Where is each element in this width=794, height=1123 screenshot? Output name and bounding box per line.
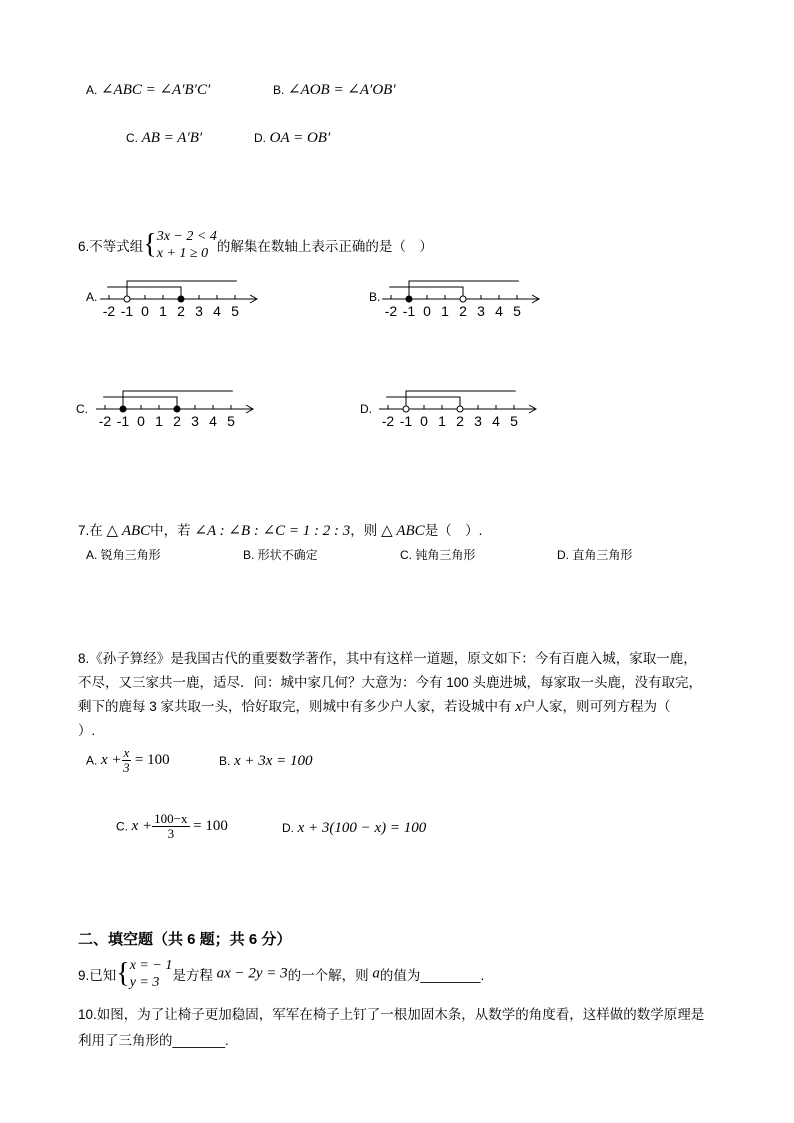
tick-label: 4 — [495, 303, 503, 319]
q7-stem-then: ，则 — [350, 523, 378, 538]
open-endpoint — [403, 406, 409, 412]
tick-label: -2 — [384, 303, 398, 319]
tick-label: 3 — [191, 413, 199, 429]
q7-stem-mid: 中，若 — [150, 523, 191, 538]
open-endpoint — [460, 296, 466, 302]
tick-label: 5 — [227, 413, 235, 429]
tick-label: 2 — [456, 413, 464, 429]
option-expression: ∠AOB = ∠A′OB′ — [287, 82, 396, 98]
tick-label: -1 — [120, 303, 134, 319]
tick-label: 5 — [513, 303, 521, 319]
q8-line-3-pre: 剩下的鹿每 3 家共取一头，恰好取完，则城中有多少户人家，若设城中有 — [78, 699, 512, 714]
q8-line-3-post: 户人家，则可列方程为（ — [521, 699, 671, 714]
tick-label: 4 — [492, 413, 500, 429]
q7-stem-end: 是（ ）. — [424, 523, 483, 538]
equation: ax − 2y = 3 — [216, 965, 288, 982]
tick-label: -1 — [116, 413, 130, 429]
denominator: 3 — [167, 826, 175, 841]
triangle-abc: △ ABC — [106, 523, 151, 539]
system-brace: { — [116, 958, 130, 989]
tick-label: 4 — [209, 413, 217, 429]
variable-a: a — [372, 965, 380, 982]
tick-label: 0 — [137, 413, 145, 429]
tick-label: 0 — [141, 303, 149, 319]
solution-ray-left — [386, 397, 460, 409]
closed-endpoint — [406, 296, 412, 302]
option-label: D. — [282, 821, 294, 835]
tick-label: 2 — [173, 413, 181, 429]
option-expression: x + 3(100 − x) = 100 — [297, 820, 427, 836]
open-endpoint — [457, 406, 463, 412]
tick-label: 3 — [474, 413, 482, 429]
tick-label: -2 — [381, 413, 395, 429]
q9-mid2: 的一个解，则 — [287, 968, 369, 983]
solution-ray-left — [389, 287, 463, 299]
inequality-line-2: x + 1 ≥ 0 — [156, 246, 209, 261]
q6-option-label: B. — [369, 290, 381, 304]
tick-label: 2 — [459, 303, 467, 319]
tick-label: 5 — [510, 413, 518, 429]
q5-option-a — [86, 80, 210, 99]
arrow-icon — [529, 405, 536, 413]
option-expression: AB = A′B′ — [141, 130, 203, 146]
q8-line-4: ）. — [78, 723, 96, 738]
solution-ray-right — [123, 391, 233, 409]
q5-option-b — [273, 80, 396, 99]
option-label: A. — [86, 753, 98, 768]
option-label: B. — [219, 754, 231, 768]
solution-ray-right — [127, 281, 237, 299]
q9-mid: 是方程 — [172, 968, 213, 983]
q8-option-b — [219, 753, 313, 770]
section-title: 二、填空题（共 6 题；共 6 分） — [78, 931, 292, 948]
q8-option-d — [282, 820, 426, 837]
option-label: B. — [273, 83, 285, 97]
q7-option-b: B. 形状不确定 — [243, 548, 318, 562]
tick-label: 3 — [195, 303, 203, 319]
tick-label: 3 — [477, 303, 485, 319]
tick-label: -2 — [98, 413, 112, 429]
number-line — [100, 277, 280, 327]
q9-suffix: 的值为________. — [379, 968, 485, 983]
q8-line-2: 不尽，又三家共一鹿，适尽．问：城中家几何？大意为：今有 100 头鹿进城，每家取一头鹿，没有取完， — [78, 675, 703, 690]
variable-x: x — [515, 699, 522, 715]
tick-label: -2 — [102, 303, 116, 319]
q8-line-1: 8.《孙子算经》是我国古代的重要数学著作，其中有这样一道题，原文如下：今有百鹿入城，家取一鹿， — [78, 651, 697, 666]
q8-line-3 — [78, 695, 670, 716]
q6-prefix: 6.不等式组 — [78, 239, 144, 254]
q8-option-a — [86, 746, 170, 775]
numerator: x — [123, 745, 130, 760]
solution-ray-right — [406, 391, 516, 409]
numerator: 100−x — [154, 811, 188, 826]
expr-suffix: = 100 — [193, 818, 228, 834]
q10-line-2: 利用了三角形的_______. — [78, 1033, 229, 1048]
option-label: C. — [126, 131, 138, 145]
tick-label: 1 — [159, 303, 167, 319]
tick-label: 5 — [231, 303, 239, 319]
option-label: A. — [86, 83, 98, 97]
expr-suffix: = 100 — [134, 752, 170, 768]
q6-option-label: D. — [360, 402, 372, 416]
option-label: C. — [116, 819, 128, 834]
q6-suffix: 的解集在数轴上表示正确的是（ ） — [216, 239, 433, 254]
open-endpoint — [124, 296, 130, 302]
q6-stem — [78, 228, 433, 262]
solution-system — [130, 957, 173, 991]
number-line — [379, 387, 559, 437]
expr-prefix: x + — [131, 818, 153, 834]
fraction — [122, 746, 132, 775]
q5-option-c — [126, 130, 202, 147]
q7-stem — [78, 519, 482, 540]
q6-option-label: C. — [76, 402, 88, 416]
solution-ray-left — [107, 287, 181, 299]
option-expression: OA = OB′ — [269, 130, 331, 146]
inequality-system — [157, 228, 217, 262]
solution-line-1: x = − 1 — [129, 958, 173, 973]
solution-line-2: y = 3 — [129, 975, 160, 990]
q7-stem-pre: 7.在 — [78, 523, 103, 538]
arrow-icon — [246, 405, 253, 413]
arrow-icon — [532, 295, 539, 303]
option-expression: ∠ABC = ∠A′B′C′ — [100, 82, 211, 98]
q8-option-c — [116, 812, 228, 841]
closed-endpoint — [174, 406, 180, 412]
tick-label: 4 — [213, 303, 221, 319]
number-line — [96, 387, 276, 437]
arrow-icon — [250, 295, 257, 303]
triangle-abc: △ ABC — [381, 523, 425, 539]
q6-option-label: A. — [86, 290, 98, 304]
tick-label: 0 — [420, 413, 428, 429]
tick-label: 0 — [423, 303, 431, 319]
system-brace: { — [143, 229, 157, 260]
option-label: D. — [254, 131, 266, 145]
q7-option-c: C. 钝角三角形 — [400, 548, 476, 562]
q9-stem — [78, 957, 484, 991]
q5-option-d — [254, 130, 330, 147]
q7-option-d: D. 直角三角形 — [557, 548, 633, 562]
solution-ray-right — [409, 281, 519, 299]
q7-option-a: A. 锐角三角形 — [86, 548, 161, 562]
fraction — [152, 812, 189, 841]
inequality-line-1: 3x − 2 < 4 — [156, 229, 217, 244]
denominator: 3 — [123, 760, 130, 775]
tick-label: 1 — [155, 413, 163, 429]
expr-prefix: x + — [100, 752, 122, 768]
tick-label: -1 — [399, 413, 413, 429]
tick-label: -1 — [402, 303, 416, 319]
closed-endpoint — [120, 406, 126, 412]
angle-ratio: ∠A : ∠B : ∠C = 1 : 2 : 3 — [194, 523, 351, 539]
solution-ray-left — [103, 397, 177, 409]
tick-label: 1 — [438, 413, 446, 429]
tick-label: 1 — [441, 303, 449, 319]
number-line — [382, 277, 562, 327]
option-expression: x + 3x = 100 — [233, 753, 313, 769]
q10-line-1: 10.如图，为了让椅子更加稳固，军军在椅子上钉了一根加固木条，从数学的角度看，这样做的数学原理是 — [78, 1007, 705, 1022]
tick-label: 2 — [177, 303, 185, 319]
closed-endpoint — [178, 296, 184, 302]
q9-prefix: 9.已知 — [78, 968, 117, 983]
